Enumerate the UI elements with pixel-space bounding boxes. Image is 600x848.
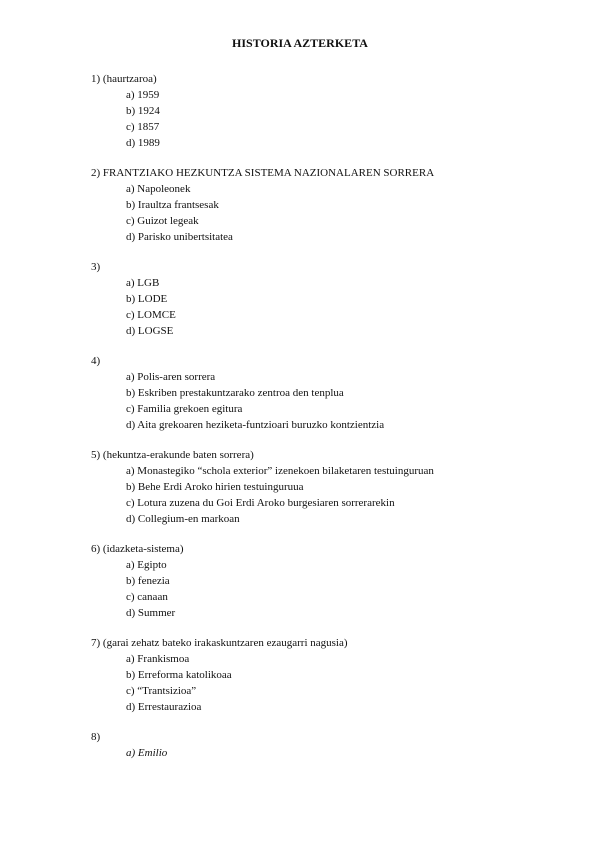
question-6-option-c: c) canaan bbox=[126, 591, 168, 603]
question-3-option-b: b) LODE bbox=[126, 293, 168, 305]
question-5-option-a: a) Monastegiko “schola exterior” izenekoen bilaketaren testuinguruan bbox=[126, 465, 434, 477]
question-3-option-a: a) LGB bbox=[126, 277, 160, 289]
question-5-option-c: c) Lotura zuzena du Goi Erdi Aroko burgesiaren sorrerarekin bbox=[126, 497, 395, 509]
question-5-option-b: b) Behe Erdi Aroko hirien testuinguruua bbox=[126, 481, 304, 493]
question-2-option-b: b) Iraultza frantsesak bbox=[126, 199, 219, 211]
question-7-option-d: d) Errestaurazioa bbox=[126, 701, 202, 713]
question-1-option-b: b) 1924 bbox=[126, 105, 160, 117]
question-4-option-c: c) Familia grekoen egitura bbox=[126, 403, 243, 415]
question-1-label: 1) (haurtzaroa) bbox=[91, 73, 157, 85]
question-7-option-b: b) Erreforma katolikoaa bbox=[126, 669, 232, 681]
question-6-option-b: b) fenezia bbox=[126, 575, 170, 587]
question-6-option-d: d) Summer bbox=[126, 607, 176, 619]
question-7-option-a: a) Frankismoa bbox=[126, 653, 190, 665]
question-7-option-c: c) “Trantsizioa” bbox=[126, 685, 197, 697]
question-6-label: 6) (idazketa-sistema) bbox=[91, 543, 184, 555]
question-2-option-d: d) Parisko unibertsitatea bbox=[126, 231, 233, 243]
question-2-label: 2) FRANTZIAKO HEZKUNTZA SISTEMA NAZIONALAREN SORRERA bbox=[91, 167, 435, 179]
question-7-label: 7) (garai zehatz bateko irakaskuntzaren ezaugarri nagusia) bbox=[91, 637, 348, 649]
question-4-option-d: d) Aita grekoaren heziketa-funtzioari buruzko kontzientzia bbox=[126, 419, 385, 431]
question-4-option-b: b) Eskriben prestakuntzarako zentroa den tenplua bbox=[126, 387, 344, 399]
question-3-option-c: c) LOMCE bbox=[126, 309, 176, 321]
question-4-option-a: a) Polis-aren sorrera bbox=[126, 371, 216, 383]
question-5-option-d: d) Collegium-en markoan bbox=[126, 513, 240, 525]
question-6-option-a: a) Egipto bbox=[126, 559, 167, 571]
question-1-option-a: a) 1959 bbox=[126, 89, 160, 101]
question-8-option-a: a) Emilio bbox=[126, 747, 168, 759]
question-1-option-d: d) 1989 bbox=[126, 137, 160, 149]
question-8-label: 8) bbox=[91, 731, 101, 743]
question-3-option-d: d) LOGSE bbox=[126, 325, 174, 337]
page-title: HISTORIA AZTERKETA bbox=[232, 36, 368, 50]
question-4-label: 4) bbox=[91, 355, 101, 367]
question-3-label: 3) bbox=[91, 261, 101, 273]
question-1-option-c: c) 1857 bbox=[126, 121, 160, 133]
question-2-option-a: a) Napoleonek bbox=[126, 183, 191, 195]
question-2-option-c: c) Guizot legeak bbox=[126, 215, 199, 227]
question-5-label: 5) (hekuntza-erakunde baten sorrera) bbox=[91, 449, 254, 461]
